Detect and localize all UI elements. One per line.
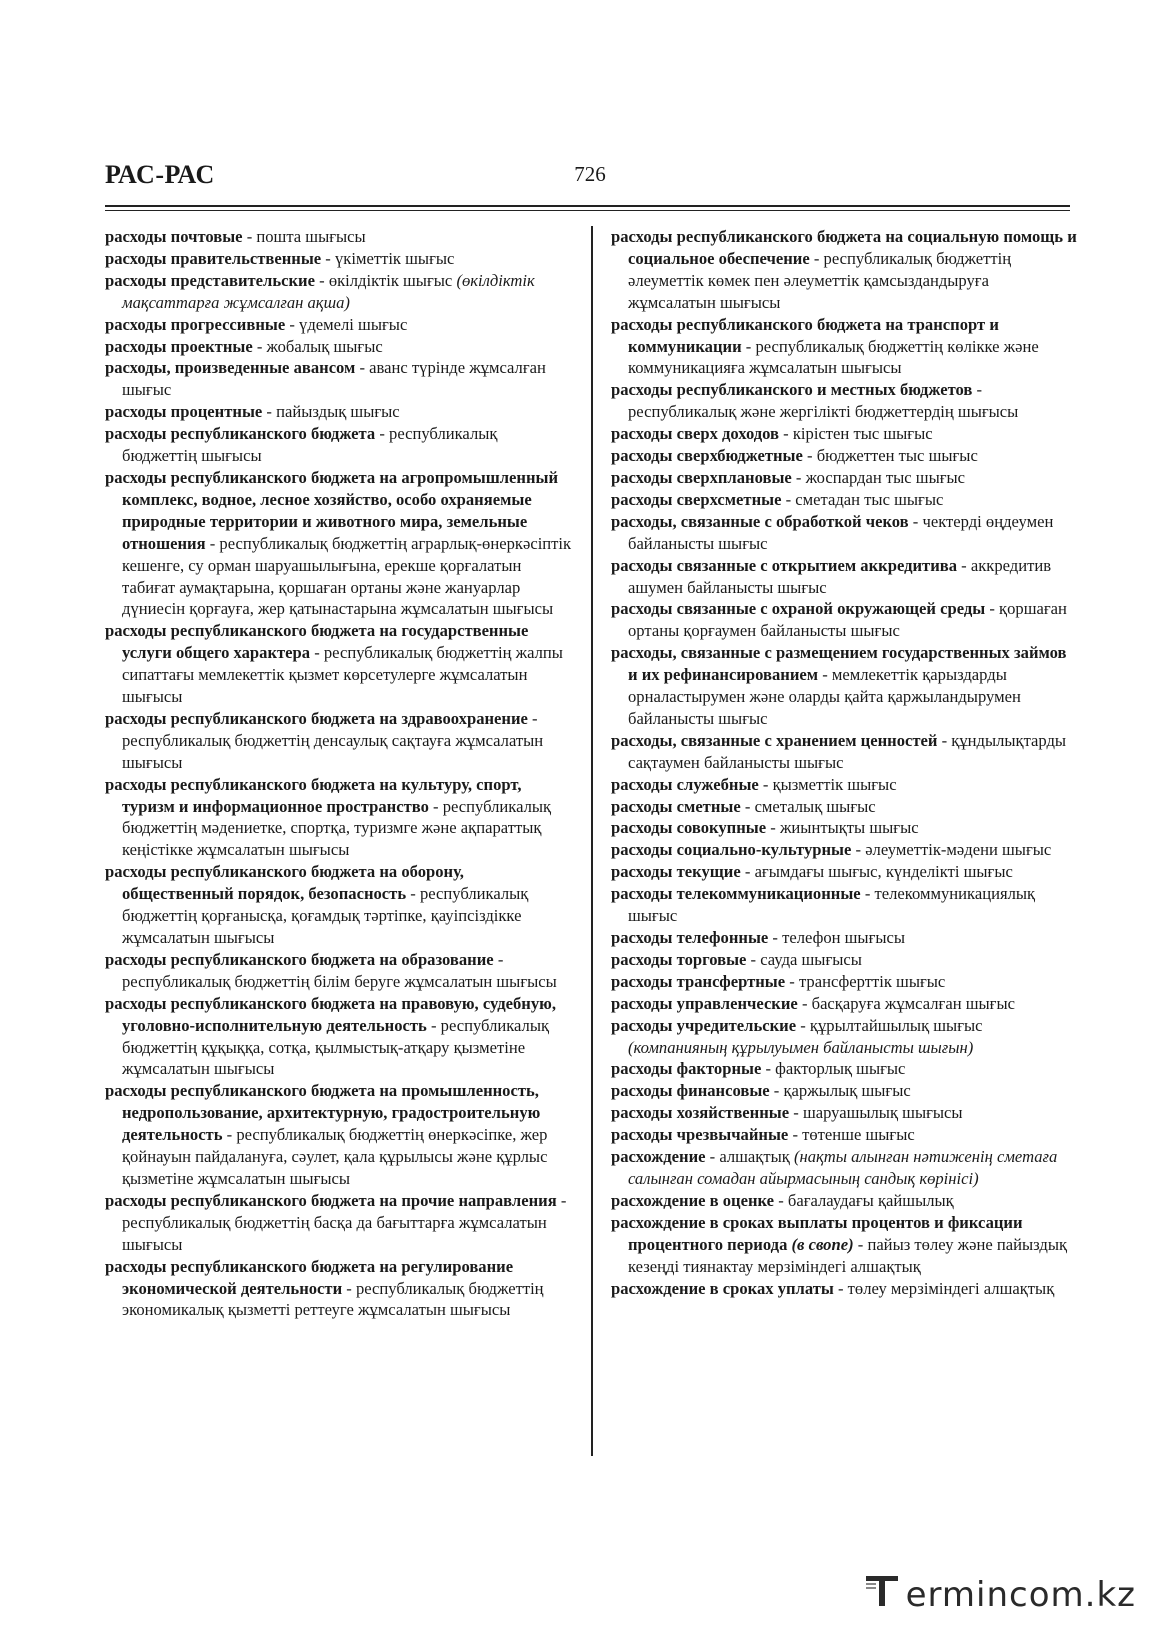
entry-definition: құрылтайшылық шығыс: [809, 1015, 983, 1035]
entry-definition: сауда шығысы: [760, 949, 862, 969]
dictionary-entry: [105, 861, 573, 949]
entry-definition: үдемелі шығыс: [299, 314, 408, 334]
entry-term: расходы, связанные с размещением государственных займов и их рефинансированием: [611, 643, 1067, 685]
dictionary-entry: [611, 993, 1079, 1015]
entry-definition: пошта шығысы: [256, 227, 366, 246]
right-column: [611, 226, 1079, 1299]
entry-term: расходы сметные: [611, 796, 741, 816]
entry-term: расходы телекоммуникационные: [611, 884, 861, 904]
entry-definition: кірістен тыс шығыс: [792, 424, 933, 444]
entry-definition: республикалық бюджеттің әлеуметтік көмек пен әлеуметтік қамсыздандыруға жұмсалатын шығысы: [628, 248, 1012, 312]
entry-separator: -: [761, 1059, 776, 1079]
entry-definition: республикалық бюджеттің мәдениетке, спортқа, туризмге және ақпараттық кеңістікке жұмсалатын шығысы: [122, 796, 552, 860]
entry-definition: республикалық бюджеттің білім беруге жұмсалатын шығысы: [122, 971, 557, 991]
entry-definition: сметалық шығыс: [754, 796, 876, 816]
entry-separator: -: [972, 380, 983, 400]
entry-definition: ағымдағы шығыс, күнделікті шығыс: [754, 862, 1013, 882]
entry-term: расходы текущие: [611, 862, 741, 882]
dictionary-entry: [105, 314, 573, 336]
entry-term: расходы республиканского бюджета на правовую, судебную, уголовно-исполнительную деятельность: [105, 993, 556, 1035]
page-header-title: РАС-РАС: [105, 160, 215, 189]
entry-separator: -: [796, 1015, 810, 1035]
entry-term: расходы финансовые: [611, 1081, 770, 1101]
entry-term: расходы республиканского бюджета на социальную помощь и социальное обеспечение: [611, 227, 1077, 268]
dictionary-entry: [611, 817, 1079, 839]
entry-separator: -: [355, 358, 370, 378]
entry-term: расходы почтовые: [105, 227, 243, 246]
entry-definition: сметадан тыс шығыс: [795, 489, 944, 509]
dictionary-entry: [611, 1102, 1079, 1124]
site-watermark: [862, 1570, 1136, 1619]
entry-term: расходы, связанные с обработкой чеков: [611, 511, 909, 531]
entry-term: расходы правительственные: [105, 248, 322, 268]
dictionary-entry: [611, 1278, 1079, 1300]
entry-term: расходы прогрессивные: [105, 314, 286, 334]
entry-term: расходы республиканского бюджета на оборону, общественный порядок, безопасность: [105, 862, 464, 904]
entry-term: расходы связанные с охраной окружающей среды: [611, 599, 986, 619]
dictionary-entry: [611, 1190, 1079, 1212]
dictionary-entry: [611, 1015, 1079, 1059]
header-rule-thin: [105, 210, 1070, 211]
entry-term: расходы республиканского бюджета на здравоохранение: [105, 708, 528, 728]
entry-term: расходы торговые: [611, 949, 747, 969]
entry-separator: -: [766, 818, 780, 838]
entry-separator: -: [769, 1081, 784, 1101]
entry-definition: чектерді өңдеумен байланысты шығыс: [628, 511, 1054, 553]
entry-definition: республикалық бюджеттің қорғанысқа, қоғамдық тәртіпке, қауіпсіздікке жұмсалатын шығысы: [122, 884, 529, 947]
entry-separator: -: [741, 336, 756, 356]
entry-separator: -: [779, 424, 793, 444]
entry-definition: мемлекеттік қарыздарды орналастырумен және оларды қайта қаржыландырумен байланысты шығыс: [628, 665, 1021, 728]
entry-term: расходы процентные: [105, 402, 263, 422]
entry-term: расходы республиканского бюджета на транспорт и коммуникации: [611, 314, 999, 356]
entry-definition: республикалық бюджеттің аграрлық-өнеркәсіптік кешенге, су орман шаруашылығына, ерекше қорғалатын табиғат аумақтарына, қоршаған ортаны және жануарлар дүниесін қорғауға, жер қатынастарына жұмсалатын шығысы: [122, 533, 572, 619]
entry-definition: аккредитив ашумен байланысты шығыс: [628, 555, 1052, 597]
entry-separator: -: [937, 730, 952, 750]
dictionary-entry: [105, 708, 573, 774]
dictionary-entry: [105, 774, 573, 862]
dictionary-entry: [105, 620, 573, 708]
dictionary-entry: [611, 1080, 1079, 1102]
dictionary-entry: [611, 1124, 1079, 1146]
dictionary-entry: [611, 796, 1079, 818]
dictionary-entry: [105, 993, 573, 1081]
entry-term: расходы телефонные: [611, 928, 769, 947]
entry-separator: -: [740, 862, 755, 882]
entry-separator: -: [242, 227, 257, 246]
entry-term: расходы представительские: [105, 270, 315, 290]
entry-definition: трансферттік шығыс: [798, 971, 946, 991]
dictionary-entry: [611, 861, 1079, 883]
entry-separator: -: [809, 248, 824, 268]
dictionary-entry: [611, 774, 1079, 796]
entry-term: расходы, произведенные авансом: [105, 358, 356, 378]
entry-term: расходы сверхплановые: [611, 467, 792, 487]
entry-separator: -: [788, 1125, 803, 1145]
entry-term: расходы учредительские: [611, 1015, 797, 1035]
dictionary-entry: [611, 379, 1079, 423]
entry-separator: -: [252, 336, 267, 356]
entry-separator: -: [222, 1125, 237, 1145]
entry-term: расходы республиканского бюджета: [105, 424, 376, 444]
entry-term: расходы республиканского бюджета на регулирование экономической деятельности: [105, 1256, 514, 1298]
entry-definition: құндылықтарды сақтаумен байланысты шығыс: [628, 730, 1067, 772]
dictionary-entry: [611, 226, 1079, 314]
page-number: 726: [574, 162, 606, 186]
entry-definition: қаржылық шығыс: [783, 1081, 911, 1101]
entry-term: расходы сверхбюджетные: [611, 446, 803, 466]
dictionary-entry: [611, 423, 1079, 445]
dictionary-entry: [611, 1058, 1079, 1080]
entry-term: расходы факторные: [611, 1059, 762, 1079]
entry-separator: -: [310, 643, 324, 663]
entry-separator: -: [406, 884, 420, 904]
entry-term: расходы республиканского бюджета на прочие направления: [105, 1190, 557, 1210]
dictionary-entry: [611, 598, 1079, 642]
dictionary-entry: [611, 883, 1079, 927]
termincom-logo-icon: [862, 1570, 902, 1619]
dictionary-entry: [611, 511, 1079, 555]
entry-note: (компанияның құрылуымен байланысты шығын): [628, 1037, 974, 1057]
entry-separator: -: [851, 840, 866, 860]
entry-definition: факторлық шығыс: [775, 1059, 906, 1079]
dictionary-entry: [611, 1146, 1079, 1190]
entry-separator: -: [527, 708, 538, 728]
entry-separator: -: [426, 1015, 441, 1035]
dictionary-entry: [105, 401, 573, 423]
entry-term: расходы хозяйственные: [611, 1103, 790, 1123]
entry-definition: қоршаған ортаны қорғаумен байланысты шығыс: [628, 599, 1067, 641]
entry-definition: пайыз төлеу және пайыздық кезеңді тиянактау мерзіміндегі алшақтық: [628, 1234, 1068, 1276]
entry-separator: -: [746, 949, 761, 969]
entry-term: расходы проектные: [105, 336, 253, 356]
entry-separator: -: [375, 424, 390, 444]
entry-separator: -: [262, 402, 277, 422]
entry-term: расходы республиканского бюджета на государственные услуги общего характера: [105, 621, 529, 663]
entry-separator: -: [205, 533, 220, 553]
dictionary-entry: [611, 642, 1079, 730]
entry-term: расходы, связанные с хранением ценностей: [611, 730, 938, 750]
header-rule-thick: [105, 205, 1070, 207]
entry-definition: республикалық бюджеттің денсаулық сақтауға жұмсалатын шығысы: [122, 730, 544, 772]
column-divider: [591, 226, 593, 1456]
entry-definition: бюджеттен тыс шығыс: [816, 446, 978, 466]
dictionary-entry: [611, 927, 1079, 949]
entry-separator: -: [740, 796, 755, 816]
entry-note: (нақты алынған нәтиженің сметаға салынған сомадан айырмасының сандық көрінісі): [628, 1147, 1058, 1188]
entry-definition: басқаруға жұмсалған шығыс: [811, 993, 1015, 1013]
entry-definition: қызметтік шығыс: [772, 774, 897, 794]
entry-definition: республикалық бюджеттің экономикалық қызметті реттеуге жұмсалатын шығысы: [122, 1278, 544, 1320]
entry-separator: -: [860, 884, 875, 904]
entry-definition: шаруашылық шығысы: [802, 1103, 963, 1123]
entry-definition: республикалық бюджеттің жалпы сипаттағы мемлекеттік қызмет көрсетулерге жұмсалатын шығысы: [122, 643, 563, 707]
entry-separator: -: [985, 599, 1000, 619]
entry-term: расходы республиканского бюджета на образование: [105, 949, 494, 969]
entry-definition: төлеу мерзіміндегі алшақтық: [847, 1278, 1055, 1298]
entry-term-note: (в свопе): [791, 1234, 854, 1254]
entry-term: расходы сверх доходов: [611, 424, 780, 444]
entry-separator: -: [853, 1234, 868, 1254]
dictionary-entry: [611, 555, 1079, 599]
entry-term: расхождение: [611, 1147, 706, 1167]
dictionary-entry: [611, 1212, 1079, 1278]
dictionary-entry: [611, 467, 1079, 489]
entry-term: расхождение в сроках выплаты процентов и фиксации процентного периода: [611, 1212, 1023, 1254]
entry-separator: -: [789, 1103, 803, 1123]
entry-separator: -: [797, 993, 812, 1013]
dictionary-entry: [611, 489, 1079, 511]
dictionary-entry: [105, 270, 573, 314]
entry-definition: жобалық шығыс: [266, 336, 383, 356]
left-column: [105, 226, 573, 1321]
entry-definition: республикалық бюджеттің көлікке және коммуникацияға жұмсалатын шығысы: [628, 336, 1039, 378]
dictionary-entry: [611, 949, 1079, 971]
entry-term: расходы управленческие: [611, 993, 798, 1013]
entry-definition: республикалық бюджеттің өнеркәсіпке, жер қойнауын пайдалануға, сәулет, қала құрылысы және құрлыс қызметіне жұмсалатын шығысы: [122, 1125, 548, 1188]
entry-term: расходы служебные: [611, 774, 759, 794]
entry-definition: өкілдіктік шығыс: [328, 270, 453, 290]
dictionary-entry: [611, 445, 1079, 467]
entry-term: расходы чрезвычайные: [611, 1125, 789, 1145]
entry-separator: -: [705, 1147, 720, 1167]
dictionary-entry: [105, 357, 573, 401]
entry-term: расходы республиканского бюджета на культуру, спорт, туризм и информационное пространство: [105, 774, 522, 816]
entry-term: расходы трансфертные: [611, 971, 786, 991]
dictionary-entry: [105, 423, 573, 467]
entry-definition: республикалық бюджеттің құқыққа, сотқа, қылмыстық-атқару қызметіне жұмсалатын шығысы: [122, 1015, 550, 1079]
dictionary-entry: [105, 248, 573, 270]
entry-term: расходы совокупные: [611, 818, 767, 838]
entry-separator: -: [774, 1190, 788, 1210]
entry-definition: жиынтықты шығыс: [779, 818, 919, 838]
entry-definition: бағалаудағы қайшылық: [787, 1190, 954, 1210]
entry-term: расхождение в сроках уплаты: [611, 1278, 834, 1298]
dictionary-entry: [105, 336, 573, 358]
dictionary-entry: [611, 971, 1079, 993]
dictionary-entry: [105, 1190, 573, 1256]
entry-separator: -: [428, 796, 443, 816]
dictionary-entry: [611, 839, 1079, 861]
dictionary-entry: [105, 1256, 573, 1322]
entry-term: расходы связанные с открытием аккредитива: [611, 555, 958, 575]
entry-separator: -: [758, 774, 773, 794]
entry-separator: -: [556, 1190, 567, 1210]
entry-definition: телефон шығысы: [782, 928, 906, 947]
entry-term: расхождение в оценке: [611, 1190, 775, 1210]
entry-term: расходы республиканского бюджета на промышленность, недропользование, архитектурную, градостроительную деятельность: [105, 1081, 541, 1145]
dictionary-entry: [611, 730, 1079, 774]
entry-term: расходы республиканского и местных бюджетов: [611, 380, 973, 400]
dictionary-entry: [105, 467, 573, 620]
entry-definition: үкіметтік шығыс: [334, 248, 455, 268]
entry-separator: -: [781, 489, 796, 509]
entry-separator: -: [785, 971, 799, 991]
entry-term: расходы сверхсметные: [611, 489, 782, 509]
entry-separator: -: [314, 270, 329, 290]
entry-definition: республикалық бюджеттің басқа да бағыттарға жұмсалатын шығысы: [122, 1212, 547, 1254]
entry-definition: алшақтық: [719, 1147, 790, 1167]
entry-note: (өкілдіктік мақсаттарға жұмсалған ақша): [122, 270, 535, 312]
entry-term: расходы социально-культурные: [611, 840, 852, 860]
entry-separator: -: [818, 665, 832, 685]
watermark-text: ermincоm.kz: [905, 1574, 1136, 1615]
entry-definition: пайыздық шығыс: [276, 402, 400, 422]
entry-definition: аванс түрінде жұмсалған шығыс: [122, 358, 546, 400]
entry-definition: телекоммуникациялық шығыс: [628, 884, 1036, 926]
entry-separator: -: [342, 1278, 356, 1298]
entry-definition: республикалық бюджеттің шығысы: [122, 424, 498, 466]
entry-separator: -: [768, 928, 783, 947]
dictionary-entry: [105, 949, 573, 993]
entry-separator: -: [493, 949, 504, 969]
dictionary-entry: [611, 314, 1079, 380]
entry-separator: -: [833, 1278, 848, 1298]
dictionary-entry: [105, 226, 573, 248]
entry-separator: -: [908, 511, 923, 531]
entry-separator: -: [791, 467, 806, 487]
dictionary-entry: [105, 1080, 573, 1190]
entry-term: расходы республиканского бюджета на агропромышленный комплекс, водное, лесное хозяйство, особо охраняемые природные территории и животного мира, земельные отношения: [105, 467, 559, 553]
entry-definition: республикалық және жергілікті бюджеттердің шығысы: [628, 402, 1019, 422]
entry-definition: әлеуметтік-мәдени шығыс: [865, 840, 1052, 860]
entry-definition: жоспардан тыс шығыс: [805, 467, 966, 487]
entry-separator: -: [957, 555, 971, 575]
entry-separator: -: [285, 314, 300, 334]
entry-separator: -: [802, 446, 817, 466]
entry-definition: төтенше шығыс: [802, 1125, 915, 1145]
entry-separator: -: [321, 248, 335, 268]
